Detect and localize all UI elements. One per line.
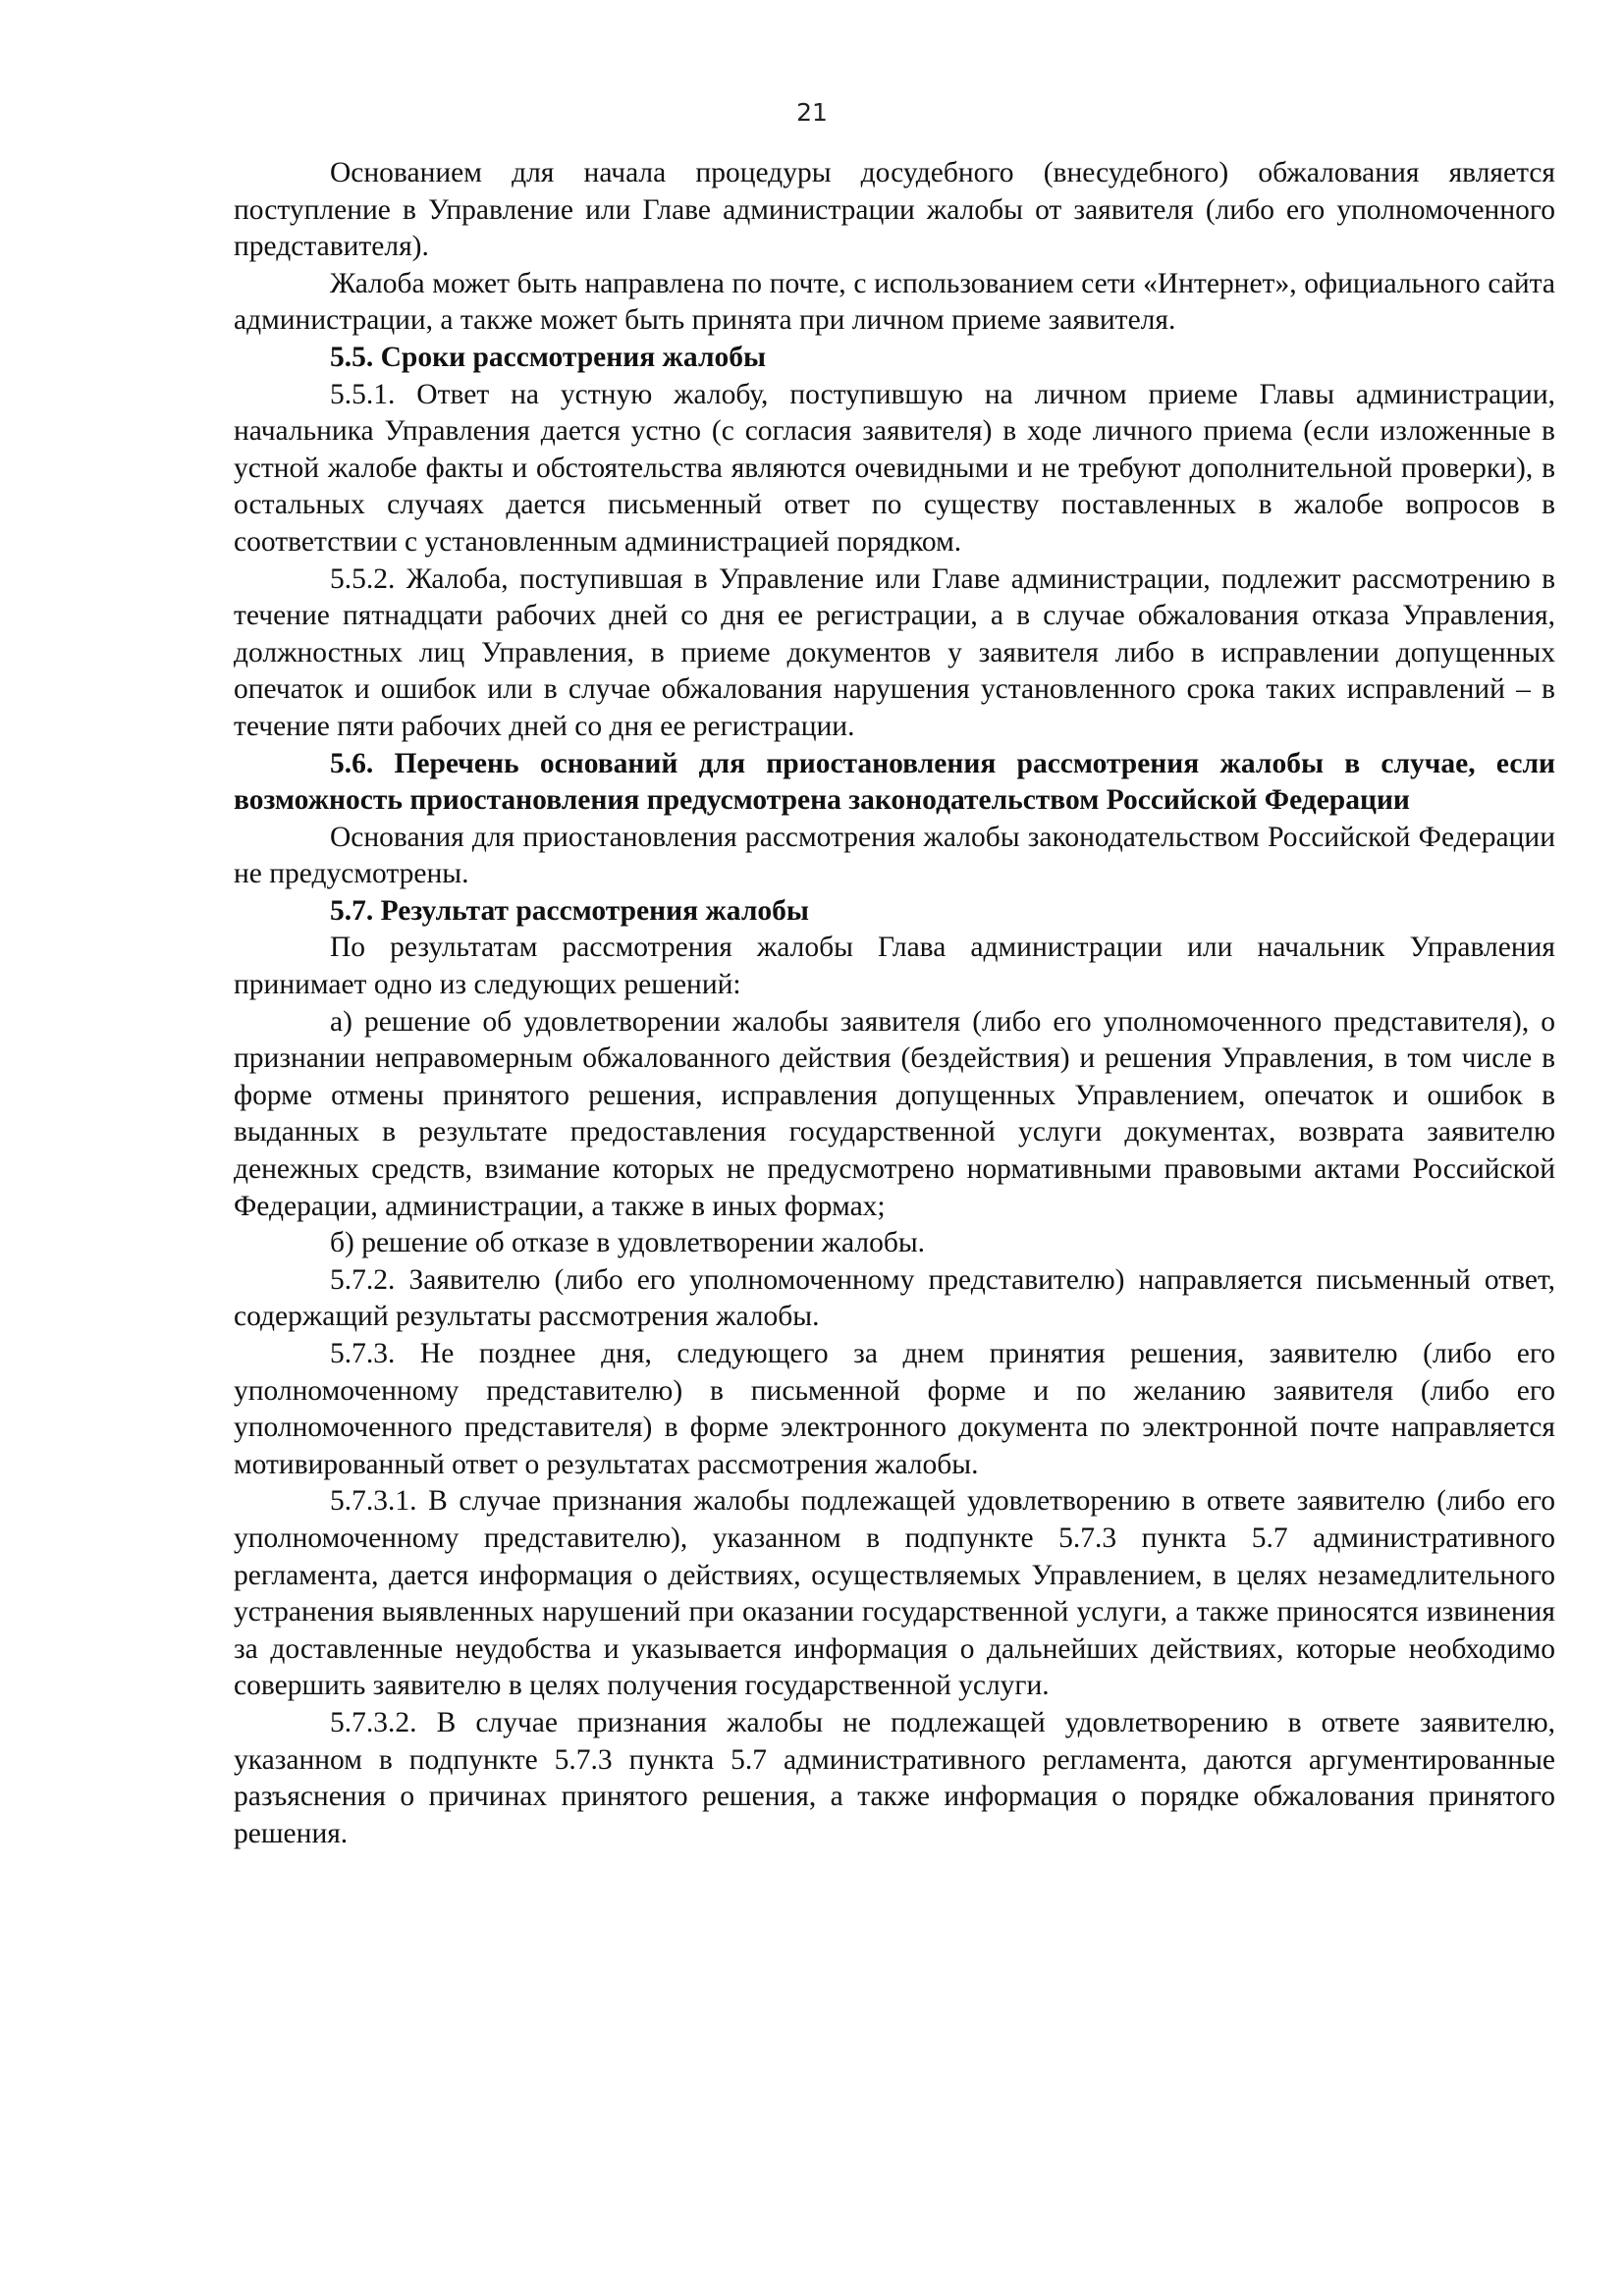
paragraph-5-7-3: 5.7.3. Не позднее дня, следующего за днем принятия решения, заявителю (либо его уполномоченному представителю) в письменной форме и по желанию заявителя (либо его уполномоченного представителя) в форме электронного документа по электронной почте направляется мотивированный ответ о результатах рассмотрения жалобы. [234,1338,1555,1480]
paragraph-5-7-decisions-intro: По результатам рассмотрения жалобы Глава администрации или начальник Управления принимает одно из следующих решений: [234,932,1555,1001]
section-heading-5-7: 5.7. Результат рассмотрения жалобы [330,894,809,927]
paragraph-complaint-channels: Жалоба может быть направлена по почте, с использованием сети «Интернет», официального сайта администрации, а также может быть принята при личном приеме заявителя. [234,267,1555,337]
paragraph-5-7-decision-b: б) решение об отказе в удовлетворении жалобы. [330,1227,926,1259]
paragraph-5-7-2: 5.7.2. Заявителю (либо его уполномоченному представителю) направляется письменный ответ, содержащий результаты рассмотрения жалобы. [234,1263,1555,1333]
page-number: 21 [796,98,828,127]
paragraph-5-7-3-2: 5.7.3.2. В случае признания жалобы не подлежащей удовлетворению в ответе заявителю, указанном в подпункте 5.7.3 пункта 5.7 административного регламента, даются аргументированные разъяснения о причинах принятого решения, а также информация о порядке обжалования принятого решения. [234,1706,1555,1849]
paragraph-5-7-decision-a: а) решение об удовлетворении жалобы заявителя (либо его уполномоченного представителя), о признании неправомерным обжалованного действия (бездействия) и решения Управления, в том числе в форме отмены принятого решения, исправления допущенных Управлением, опечаток и ошибок в выданных в результате предоставления государственной услуги документах, возврата заявителю денежных средств, взимание которых не предусмотрено нормативными правовыми актами Российской Федерации, администрации, а также в иных формах; [234,1005,1555,1222]
section-heading-5-6: 5.6. Перечень оснований для приостановления рассмотрения жалобы в случае, если возможность приостановления предусмотрена законодательством Российской Федерации [234,747,1555,817]
paragraph-complaint-basis: Основанием для начала процедуры досудебного (внесудебного) обжалования является поступление в Управление или Главе администрации жалобы от заявителя (либо его уполномоченного представителя). [234,157,1555,263]
paragraph-5-5-2: 5.5.2. Жалоба, поступившая в Управление или Главе администрации, подлежит рассмотрению в течение пятнадцати рабочих дней со дня ее регистрации, а в случае обжалования отказа Управления, должностных лиц Управления, в приеме документов у заявителя либо в исправлении допущенных опечаток и ошибок или в случае обжалования нарушения установленного срока таких исправлений – в течение пяти рабочих дней со дня ее регистрации. [234,562,1555,742]
paragraph-5-6-grounds: Основания для приостановления рассмотрения жалобы законодательством Российской Федерации не предусмотрены. [234,821,1555,890]
paragraph-5-7-3-1: 5.7.3.1. В случае признания жалобы подлежащей удовлетворению в ответе заявителю (либо его уполномоченному представителю), указанном в подпункте 5.7.3 пункта 5.7 административного регламента, дается информация о действиях, осуществляемых Управлением, в целях незамедлительного устранения выявленных нарушений при оказании государственной услуги, а также приносятся извинения за доставленные неудобства и указывается информация о дальнейших действиях, которые необходимо совершить заявителю в целях получения государственной услуги. [234,1485,1555,1702]
paragraph-5-5-1: 5.5.1. Ответ на устную жалобу, поступившую на личном приеме Главы администрации, начальника Управления дается устно (с согласия заявителя) в ходе личного приема (если изложенные в устной жалобе факты и обстоятельства являются очевидными и не требуют дополнительной проверки), в остальных случаях дается письменный ответ по существу поставленных в жалобе вопросов в соответствии с установленным администрацией порядком. [234,378,1555,558]
section-heading-5-5: 5.5. Сроки рассмотрения жалобы [330,341,767,373]
document-body [234,155,1555,1852]
